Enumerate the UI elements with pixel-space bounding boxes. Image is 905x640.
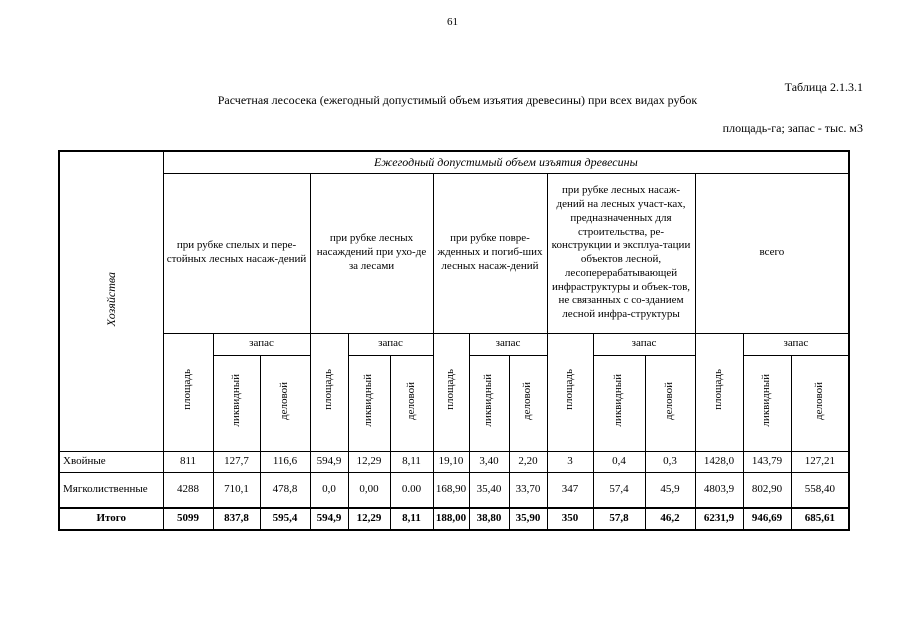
table-cell: 12,29 [348, 451, 390, 472]
area-header-cell [310, 333, 348, 451]
table-cell: 6231,9 [695, 508, 743, 530]
table-cell: 168,90 [433, 472, 469, 508]
table-cell: 802,90 [743, 472, 791, 508]
table-row [59, 472, 849, 508]
table-cell: 3,40 [469, 451, 509, 472]
total-row [59, 508, 849, 530]
stock-header: запас [469, 333, 547, 355]
group-header: всего [695, 173, 849, 333]
total-row-name: Итого [59, 508, 163, 530]
table-cell: 12,29 [348, 508, 390, 530]
area-header-cell [163, 333, 213, 451]
page-number: 61 [447, 16, 458, 28]
farm-header: Хозяйства [103, 272, 118, 327]
business-header: деловой [812, 381, 825, 420]
table-cell: 685,61 [791, 508, 849, 530]
table-cell: 837,8 [213, 508, 260, 530]
liquid-header-cell [593, 355, 645, 451]
table-cell: 710,1 [213, 472, 260, 508]
liquid-header-cell [743, 355, 791, 451]
table-cell: 350 [547, 508, 593, 530]
group-header: при рубке повре-жденных и погиб-ших лесных насаж-дений [433, 173, 547, 333]
liquid-header: ликвидный [612, 374, 625, 427]
table-cell: 8,11 [390, 451, 433, 472]
table-cell: 0,0 [310, 472, 348, 508]
liquid-header-cell [348, 355, 390, 451]
stock-header: запас [348, 333, 433, 355]
table-cell: 35,90 [509, 508, 547, 530]
area-header: площадь [181, 369, 194, 411]
table-cell: 57,8 [593, 508, 645, 530]
table-cell: 3 [547, 451, 593, 472]
table-cell: 38,80 [469, 508, 509, 530]
group-header: при рубке лесных насаждений при ухо-де за лесами [310, 173, 433, 333]
table-cell: 0.00 [390, 472, 433, 508]
liquid-header: ликвидный [760, 374, 773, 427]
row-name: Мягколиственные [59, 472, 163, 508]
area-header-cell [433, 333, 469, 451]
farm-header-cell [59, 151, 163, 451]
table-cell: 347 [547, 472, 593, 508]
table-cell: 188,00 [433, 508, 469, 530]
business-header-cell [260, 355, 310, 451]
units-note: площадь-га; запас - тыс. м3 [722, 121, 863, 135]
table-cell: 8,11 [390, 508, 433, 530]
liquid-header-cell [469, 355, 509, 451]
table-cell: 0,4 [593, 451, 645, 472]
table-cell: 0,00 [348, 472, 390, 508]
liquid-header: ликвидный [229, 374, 242, 427]
area-header-cell [547, 333, 593, 451]
table-cell: 33,70 [509, 472, 547, 508]
table-cell: 595,4 [260, 508, 310, 530]
row-name: Хвойные [59, 451, 163, 472]
table-cell: 558,40 [791, 472, 849, 508]
table-cell: 2,20 [509, 451, 547, 472]
table-row [59, 451, 849, 472]
table-cell: 45,9 [645, 472, 695, 508]
business-header-cell [390, 355, 433, 451]
table-cell: 116,6 [260, 451, 310, 472]
business-header-cell [645, 355, 695, 451]
stock-header: запас [593, 333, 695, 355]
table-cell: 35,40 [469, 472, 509, 508]
business-header: деловой [663, 381, 676, 420]
table-cell: 1428,0 [695, 451, 743, 472]
area-header: площадь [444, 369, 457, 411]
stock-header: запас [743, 333, 849, 355]
table-cell: 478,8 [260, 472, 310, 508]
business-header: деловой [278, 381, 291, 420]
area-header: площадь [322, 369, 335, 411]
liquid-header: ликвидный [362, 374, 375, 427]
area-header-cell [695, 333, 743, 451]
liquid-header: ликвидный [482, 374, 495, 427]
table-cell: 127,7 [213, 451, 260, 472]
business-header-cell [509, 355, 547, 451]
business-header: деловой [521, 381, 534, 420]
table-cell: 4803,9 [695, 472, 743, 508]
table-cell: 594,9 [310, 508, 348, 530]
area-header: площадь [563, 369, 576, 411]
table-cell: 946,69 [743, 508, 791, 530]
table-cell: 5099 [163, 508, 213, 530]
table-cell: 143,79 [743, 451, 791, 472]
table-cell: 46,2 [645, 508, 695, 530]
group-header: при рубке спелых и пере-стойных лесных насаж-дений [163, 173, 310, 333]
table-cell: 127,21 [791, 451, 849, 472]
business-header-cell [791, 355, 849, 451]
table-title: Расчетная лесосека (ежегодный допустимый объем изъятия древесины) при всех видах рубок [217, 93, 698, 107]
table-cell: 4288 [163, 472, 213, 508]
table-number: Таблица 2.1.3.1 [784, 80, 863, 94]
felling-table [58, 150, 850, 531]
table-cell: 57,4 [593, 472, 645, 508]
group-header: при рубке лесных насаж-дений на лесных участ-ках, предназначенных для строительства, ре-конструкции и эксплуа-тации объектов лесной, лесоперерабатывающей инфраструктуры и объек-тов, не связанных с со-зданием лесной инфра-структуры [547, 173, 695, 333]
area-header: площадь [712, 369, 725, 411]
table-cell: 0,3 [645, 451, 695, 472]
main-header: Ежегодный допустимый объем изъятия древесины [163, 151, 849, 173]
liquid-header-cell [213, 355, 260, 451]
table-cell: 811 [163, 451, 213, 472]
business-header: деловой [404, 381, 417, 420]
table-cell: 594,9 [310, 451, 348, 472]
stock-header: запас [213, 333, 310, 355]
table-cell: 19,10 [433, 451, 469, 472]
